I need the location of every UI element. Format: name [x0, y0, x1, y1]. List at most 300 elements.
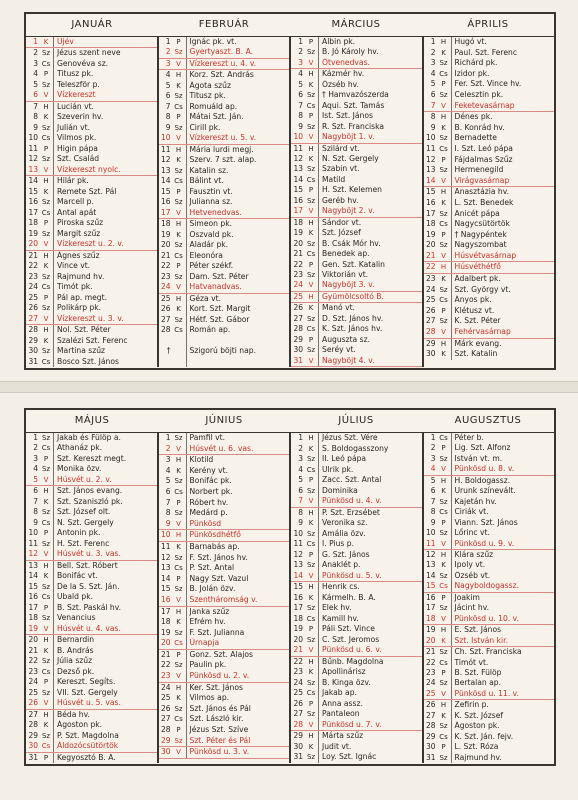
day-row [291, 496, 422, 508]
day-number: 4 [430, 68, 436, 78]
day-name: Vízkereszt [57, 90, 96, 100]
month-header: JÚNIUS [205, 415, 243, 426]
weekday: Cs [437, 144, 452, 155]
day-number: 20 [160, 638, 171, 648]
weekday: K [304, 228, 319, 238]
weekday: P [304, 37, 319, 47]
day-number: 20 [28, 635, 38, 645]
day-row [291, 667, 422, 678]
day-number: 15 [293, 582, 303, 592]
day-name: Szalézi Szt. Ferenc [57, 335, 128, 345]
month-header: JANUÁR [71, 19, 113, 30]
day-row [26, 37, 157, 48]
day-number: 25 [293, 688, 303, 698]
day-name: Marcell p. [57, 197, 94, 207]
day-name: Klotild [189, 455, 214, 465]
day-number: 16 [425, 197, 436, 207]
month-header-row [26, 14, 554, 37]
weekday: V [39, 90, 54, 100]
weekday: Sz [172, 123, 187, 133]
weekday: P [437, 742, 452, 752]
day-name: Hermenegild [454, 165, 504, 175]
day-number: 16 [293, 592, 303, 602]
day-name: K. Szt. János hv. [322, 324, 383, 334]
day-row [424, 571, 555, 581]
weekday: Sz [304, 239, 319, 249]
day-name: B. Jolán özv. [189, 584, 236, 594]
weekday: K [39, 646, 54, 656]
day-number: 27 [425, 710, 436, 720]
weekday: P [39, 753, 54, 763]
weekday: Sz [39, 613, 54, 623]
day-row [291, 571, 422, 583]
day-row [291, 433, 422, 444]
weekday: Cs [437, 69, 452, 80]
day-row [291, 122, 422, 132]
day-row [424, 165, 555, 176]
weekday: Cs [304, 175, 319, 185]
day-row [291, 444, 422, 455]
weekday: Cs [39, 518, 54, 528]
day-number: 27 [293, 709, 303, 719]
day-number: 23 [293, 269, 303, 279]
month-column [159, 433, 292, 763]
day-row [26, 261, 157, 271]
day-name: Athanáz pk. [57, 443, 103, 453]
day-number: 12 [293, 549, 303, 559]
weekday: Sz [437, 603, 452, 613]
day-name: Húsvét u. 6. vas. [189, 443, 254, 453]
day-name: N. Szt. Gergely [57, 517, 114, 527]
weekday: P [39, 677, 54, 687]
day-name: Vilmos pk. [57, 133, 97, 143]
day-row [291, 529, 422, 540]
weekday: V [39, 239, 54, 249]
day-number: 3 [430, 58, 436, 68]
day-number: 27 [425, 316, 436, 326]
day-row [26, 592, 157, 602]
day-row [424, 700, 555, 710]
weekday: V [437, 614, 452, 624]
day-name: Vízkereszt u. 5. v. [189, 133, 257, 143]
day-name: Páli Szt. Vince [322, 624, 375, 634]
day-name: Román ap. [189, 325, 231, 335]
day-name: Nagyböjt 1. v. [322, 132, 375, 142]
weekday: K [304, 444, 319, 455]
day-row [424, 658, 555, 668]
weekday: Cs [172, 638, 187, 649]
day-name: Bernadette [454, 133, 497, 143]
day-number: 5 [430, 475, 436, 485]
weekday: Sz [172, 704, 187, 715]
day-number: 16 [293, 195, 303, 205]
weekday: V [304, 356, 319, 366]
weekday: V [172, 444, 187, 455]
day-row [26, 346, 157, 356]
day-name: Pünkösd u. 9. v. [454, 538, 515, 548]
weekday: H [304, 218, 319, 228]
day-name: B. Szt. Paskál hv. [57, 602, 122, 612]
day-number: 28 [28, 325, 38, 335]
day-number: 10 [425, 133, 436, 143]
day-number: 22 [28, 261, 38, 271]
calendar-page-top [24, 12, 556, 370]
month-column [424, 433, 555, 763]
day-name: Lőrinc vt. [454, 528, 490, 538]
weekday [172, 336, 187, 346]
day-row [26, 698, 157, 709]
day-number: 6 [298, 485, 303, 495]
day-number: 3 [298, 454, 303, 464]
month-header: FEBRUÁR [198, 19, 250, 30]
weekday: H [304, 657, 319, 668]
day-name: Péter székf. [189, 261, 234, 271]
weekday: Sz [437, 165, 452, 176]
day-number: 2 [430, 47, 436, 57]
day-number: 6 [298, 90, 303, 100]
day-name: Hugó vt. [454, 37, 487, 46]
day-number: 4 [33, 69, 38, 79]
weekday: Sz [172, 240, 187, 250]
day-row [159, 37, 290, 47]
day-row [26, 208, 157, 218]
weekday: P [304, 111, 319, 121]
weekday: Cs [304, 101, 319, 111]
day-row [291, 635, 422, 646]
day-number: 22 [28, 656, 38, 666]
weekday: P [172, 725, 187, 736]
weekday: K [437, 560, 452, 570]
weekday: Sz [437, 571, 452, 581]
day-row [291, 249, 422, 259]
weekday: P [437, 668, 452, 678]
weekday: Cs [437, 732, 452, 742]
day-name: Gen. Szt. Katalin [322, 259, 385, 269]
day-row [291, 593, 422, 604]
weekday: H [172, 455, 187, 466]
day-name: Celesztin pk. [454, 89, 504, 99]
day-number: 28 [160, 325, 171, 335]
day-row [26, 731, 157, 741]
day-name: Szt. György vt. [454, 284, 511, 294]
day-row [26, 293, 157, 303]
day-number: 14 [160, 176, 171, 186]
weekday: Sz [39, 464, 54, 474]
day-name: Ányos pk. [454, 295, 492, 305]
day-row [159, 251, 290, 261]
day-number: 22 [160, 261, 171, 271]
day-number: 20 [293, 238, 303, 248]
day-number: 19 [425, 625, 436, 635]
weekday: H [304, 144, 319, 154]
day-number: 21 [28, 645, 38, 655]
day-name: S. Boldogasszony [322, 443, 389, 453]
day-name: Seréy vt. [322, 345, 356, 355]
day-row [159, 91, 290, 101]
day-number: 29 [28, 730, 38, 740]
weekday: V [304, 720, 319, 731]
weekday: K [172, 304, 187, 314]
weekday: P [304, 260, 319, 270]
day-row [159, 574, 290, 585]
weekday: V [437, 101, 452, 112]
day-number: 15 [28, 581, 38, 591]
day-name: Vízkereszt u. 4. v. [189, 58, 257, 68]
day-row [291, 314, 422, 324]
day-number: 31 [28, 356, 38, 366]
day-row [424, 742, 555, 752]
day-row [159, 240, 290, 250]
day-row [291, 699, 422, 710]
day-row [26, 443, 157, 453]
weekday: Cs [437, 507, 452, 517]
day-number: 27 [160, 714, 171, 724]
day-row [26, 303, 157, 313]
weekday: Sz [39, 582, 54, 592]
weekday: H [172, 530, 187, 541]
weekday: Sz [304, 196, 319, 206]
day-number: 3 [430, 453, 436, 463]
day-row [424, 274, 555, 285]
day-row [159, 563, 290, 574]
day-name: B. Szt. Fülöp [454, 667, 502, 677]
day-name: Dam. Szt. Péter [189, 271, 249, 281]
day-row [291, 154, 422, 164]
day-number: 23 [160, 671, 171, 681]
day-name: Cirill pk. [189, 122, 221, 132]
day-name: K. Szt. Ján. fejv. [454, 731, 514, 741]
day-number: 20 [425, 635, 436, 645]
day-name: Geréb hv. [322, 195, 359, 205]
day-row [424, 69, 555, 80]
weekday: Sz [304, 454, 319, 465]
day-number: 25 [28, 292, 38, 302]
calendar-body [26, 37, 554, 367]
day-number: 17 [160, 207, 171, 217]
day-number: 20 [425, 240, 436, 250]
day-number: 26 [160, 304, 171, 314]
day-name: Hetvenedvas. [189, 207, 242, 217]
day-number: 19 [160, 229, 171, 239]
day-name: Jácint hv. [454, 603, 490, 613]
weekday: Sz [437, 209, 452, 220]
weekday: H [304, 433, 319, 444]
weekday: K [437, 486, 452, 496]
weekday: Sz [39, 688, 54, 698]
day-name: Paulin pk. [189, 660, 227, 670]
day-number: 20 [293, 634, 303, 644]
day-row [424, 58, 555, 69]
day-name: Özséb hv. [322, 79, 359, 89]
day-number: 3 [33, 58, 38, 68]
day-number [159, 357, 172, 367]
day-row [159, 542, 290, 553]
day-row [424, 285, 555, 296]
day-name: Szt. Péter és Pál [189, 735, 251, 745]
day-name: Timót vt. [454, 657, 489, 667]
weekday: Sz [437, 240, 452, 251]
weekday: Sz [437, 721, 452, 731]
day-row [424, 539, 555, 550]
day-number: 29 [425, 731, 436, 741]
day-row [26, 549, 157, 560]
weekday: Sz [304, 164, 319, 174]
weekday: Cs [39, 741, 54, 751]
day-name: D. Szt. János hv. [322, 313, 384, 323]
weekday: K [304, 154, 319, 164]
day-row [291, 206, 422, 217]
day-number: 25 [425, 688, 436, 698]
day-number: 22 [293, 656, 303, 666]
day-row [424, 721, 555, 731]
day-number: 30 [293, 741, 303, 751]
day-row [26, 667, 157, 677]
day-name: Vízkereszt nyolc. [57, 164, 121, 174]
day-row [424, 101, 555, 113]
day-name: Zefirin p. [454, 700, 489, 710]
weekday: Sz [172, 315, 187, 325]
weekday: Sz [437, 285, 452, 296]
day-row [424, 198, 555, 209]
day-number: 11 [425, 538, 436, 548]
day-number: 24 [28, 282, 38, 292]
day-name: Adalbert pk. [454, 274, 501, 284]
weekday: Sz [172, 433, 187, 444]
weekday: Cs [39, 208, 54, 218]
day-name: Szt. János és Pál [189, 703, 251, 713]
day-number: 17 [28, 207, 38, 217]
day-number: 10 [425, 528, 436, 538]
day-name: Pünkösd u. 6. v. [322, 645, 382, 655]
day-row [159, 155, 290, 165]
day-number: 14 [293, 174, 303, 184]
day-name: Mária lurdi megj. [189, 144, 254, 154]
day-name: Nagy Szt. Vazul [189, 573, 249, 583]
day-number: 17 [293, 206, 303, 216]
day-name: B. Konrád hv. [454, 122, 505, 132]
day-name: Dezső pk. [57, 666, 95, 676]
day-row [291, 80, 422, 90]
day-name: Szt. Katalin [454, 349, 498, 359]
day-name: Manó vt. [322, 303, 355, 313]
weekday: V [39, 624, 54, 634]
day-name: Aladár pk. [189, 240, 229, 250]
day-row [424, 230, 555, 241]
day-name: Julián vt. [57, 122, 91, 132]
day-row [291, 454, 422, 465]
day-name: Rajmund hv. [57, 271, 105, 281]
day-number: 26 [425, 700, 436, 710]
day-number: 9 [298, 121, 303, 131]
day-number: 9 [430, 517, 436, 527]
weekday: Sz [437, 678, 452, 688]
day-row [291, 657, 422, 668]
day-row [291, 550, 422, 561]
weekday: H [304, 292, 319, 302]
weekday: H [39, 251, 54, 261]
weekday: K [39, 37, 54, 47]
day-name: Jakab ap. [322, 688, 357, 698]
weekday: K [437, 274, 452, 285]
day-name: I. Szt. Leó pápa [454, 143, 513, 153]
day-number: 26 [425, 305, 436, 315]
day-row [26, 314, 157, 325]
day-row [291, 111, 422, 121]
day-row [26, 720, 157, 730]
day-row [424, 560, 555, 570]
day-name: Pünkösd u. 4. v. [322, 496, 382, 506]
day-name: Hétf. Szt. Gábor [189, 314, 250, 324]
weekday: Cs [39, 133, 54, 143]
day-name: Fehérvasárnap [454, 327, 511, 337]
month-column [26, 37, 159, 367]
day-name: Katalin sz. [189, 165, 229, 175]
weekday: V [39, 549, 54, 559]
month-column [291, 433, 424, 763]
day-name [187, 336, 290, 346]
weekday: V [304, 571, 319, 582]
day-number: 12 [293, 153, 303, 163]
weekday: Cs [437, 295, 452, 306]
day-number: 1 [165, 433, 171, 442]
weekday: K [172, 230, 187, 240]
weekday: K [304, 593, 319, 604]
weekday: Sz [39, 80, 54, 90]
day-name: Monika özv. [57, 464, 102, 474]
day-number: 11 [425, 143, 436, 153]
day-number: 23 [425, 667, 436, 677]
day-row [159, 304, 290, 314]
day-row [159, 714, 290, 725]
day-name: Szentháromság v. [189, 594, 258, 604]
day-row [26, 603, 157, 613]
day-name: Kereszt. Segíts. [57, 677, 116, 687]
day-row [291, 303, 422, 313]
day-number: 3 [165, 455, 171, 465]
day-row [291, 69, 422, 79]
weekday: V [172, 133, 187, 143]
day-number: 21 [425, 647, 436, 657]
weekday: Sz [172, 584, 187, 595]
day-name: F. Szt. János hv. [189, 552, 248, 562]
weekday: P [39, 144, 54, 154]
day-row [159, 693, 290, 704]
day-number: 18 [293, 613, 303, 623]
weekday: K [304, 80, 319, 90]
day-number: 21 [28, 250, 38, 260]
day-name: Loy. Szt. Ignác [322, 752, 377, 762]
day-number: 3 [298, 57, 303, 67]
day-row [159, 704, 290, 715]
day-row [159, 487, 290, 498]
weekday: P [437, 79, 452, 90]
day-number: 17 [293, 603, 303, 613]
day-row [26, 357, 157, 367]
day-row [424, 625, 555, 635]
weekday: P [172, 574, 187, 585]
day-row [291, 175, 422, 185]
day-name: Viann. Szt. János [454, 517, 518, 527]
day-row [291, 560, 422, 571]
day-name: Anaklét p. [322, 560, 361, 570]
day-row [26, 753, 157, 763]
weekday: Sz [39, 433, 54, 443]
weekday: Sz [39, 48, 54, 58]
day-name: Bonifác pk. [189, 476, 232, 486]
day-row [291, 132, 422, 143]
day-row [291, 475, 422, 486]
day-row [291, 345, 422, 355]
